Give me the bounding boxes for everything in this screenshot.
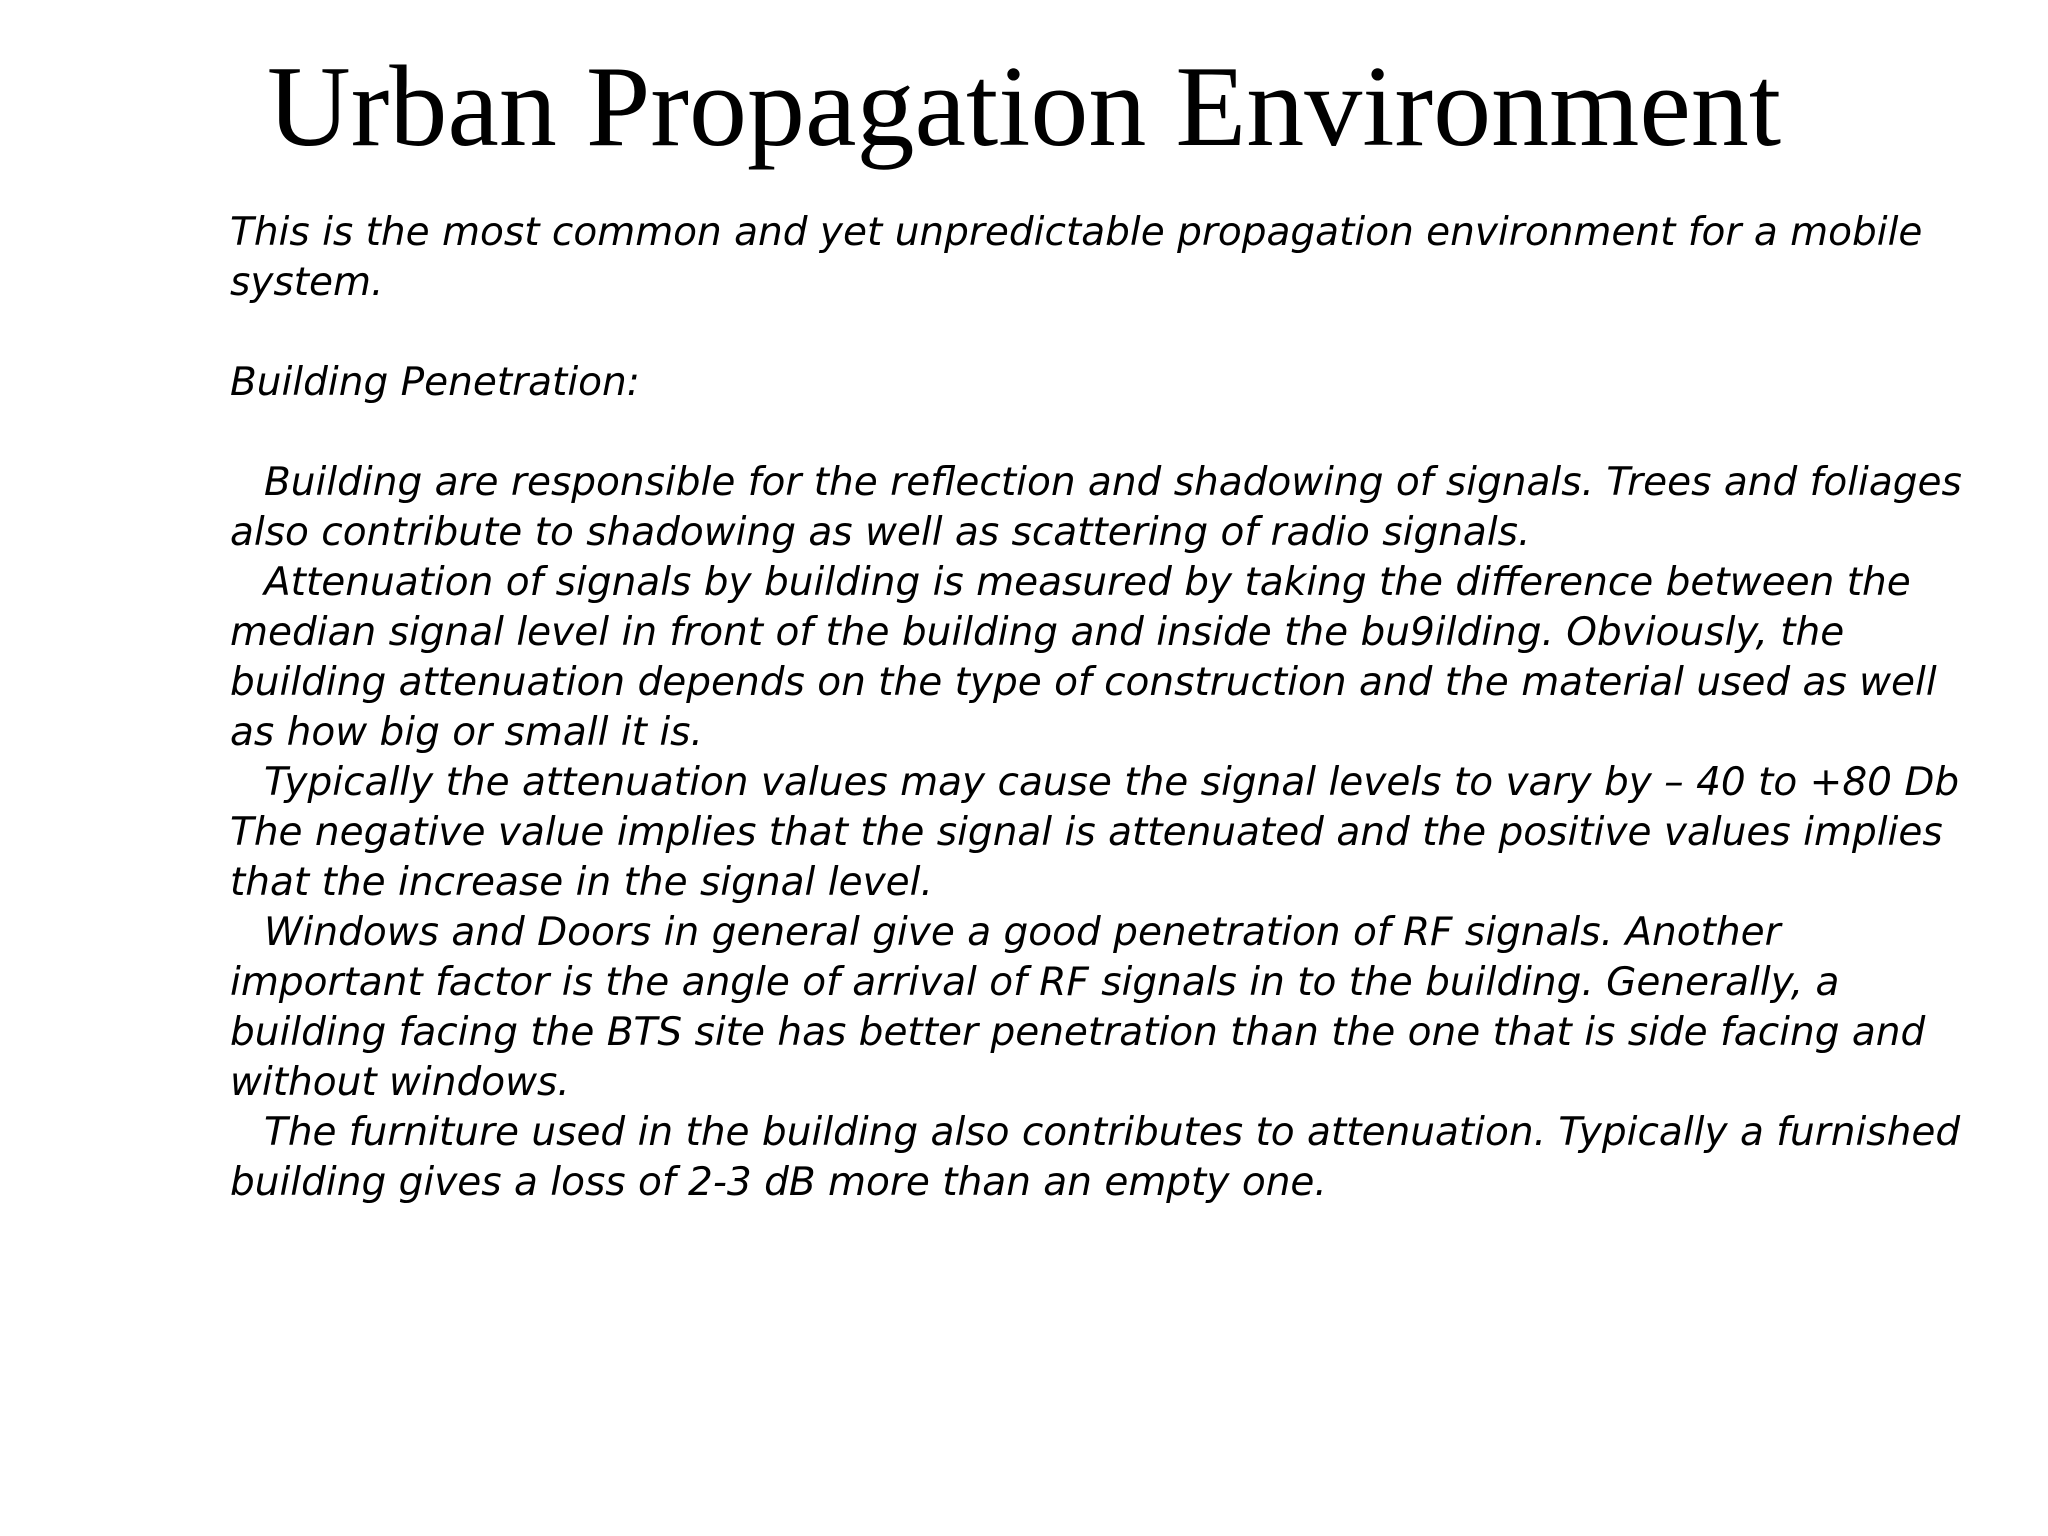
paragraph-line: building facing the BTS site has better penetration than the one that is side facing and	[230, 1010, 1926, 1055]
intro-line: This is the most common and yet unpredictable propagation environment for a mobile	[230, 210, 1923, 255]
paragraph-line: important factor is the angle of arrival of RF signals in to the building. Generally, a	[230, 960, 1840, 1005]
paragraph-line: that the increase in the signal level.	[230, 860, 933, 905]
paragraph-line: Building are responsible for the reflection and shadowing of signals. Trees and foliages	[264, 460, 1962, 505]
paragraph-reflection	[230, 458, 1960, 558]
spacer	[230, 308, 1960, 358]
section-heading: Building Penetration:	[230, 360, 640, 405]
paragraph-furniture	[230, 1108, 1960, 1208]
paragraph-line: as how big or small it is.	[230, 710, 703, 755]
paragraph-windows-doors	[230, 908, 1960, 1108]
spacer	[230, 408, 1960, 458]
paragraph-attenuation-measure	[230, 558, 1960, 758]
paragraph-line: median signal level in front of the building and inside the bu9ilding. Obviously, the	[230, 610, 1845, 655]
slide-body	[230, 208, 1960, 1208]
paragraph-line: Attenuation of signals by building is measured by taking the difference between the	[264, 560, 1911, 605]
paragraph-line: building attenuation depends on the type of construction and the material used as well	[230, 660, 1937, 705]
paragraph-line: The negative value implies that the signal is attenuated and the positive values implies	[230, 810, 1943, 855]
paragraph-line: without windows.	[230, 1060, 570, 1105]
paragraph-line: Typically the attenuation values may cause the signal levels to vary by – 40 to +80 Db	[264, 760, 1960, 805]
slide-title: Urban Propagation Environment	[266, 43, 1782, 171]
paragraph-line: The furniture used in the building also contributes to attenuation. Typically a furnished	[264, 1110, 1961, 1155]
paragraph-line: also contribute to shadowing as well as scattering of radio signals.	[230, 510, 1531, 555]
paragraph-attenuation-values	[230, 758, 1960, 908]
paragraph-line: Windows and Doors in general give a good penetration of RF signals. Another	[264, 910, 1781, 955]
paragraph-line: building gives a loss of 2-3 dB more than an empty one.	[230, 1160, 1327, 1205]
intro-line: system.	[230, 260, 384, 305]
